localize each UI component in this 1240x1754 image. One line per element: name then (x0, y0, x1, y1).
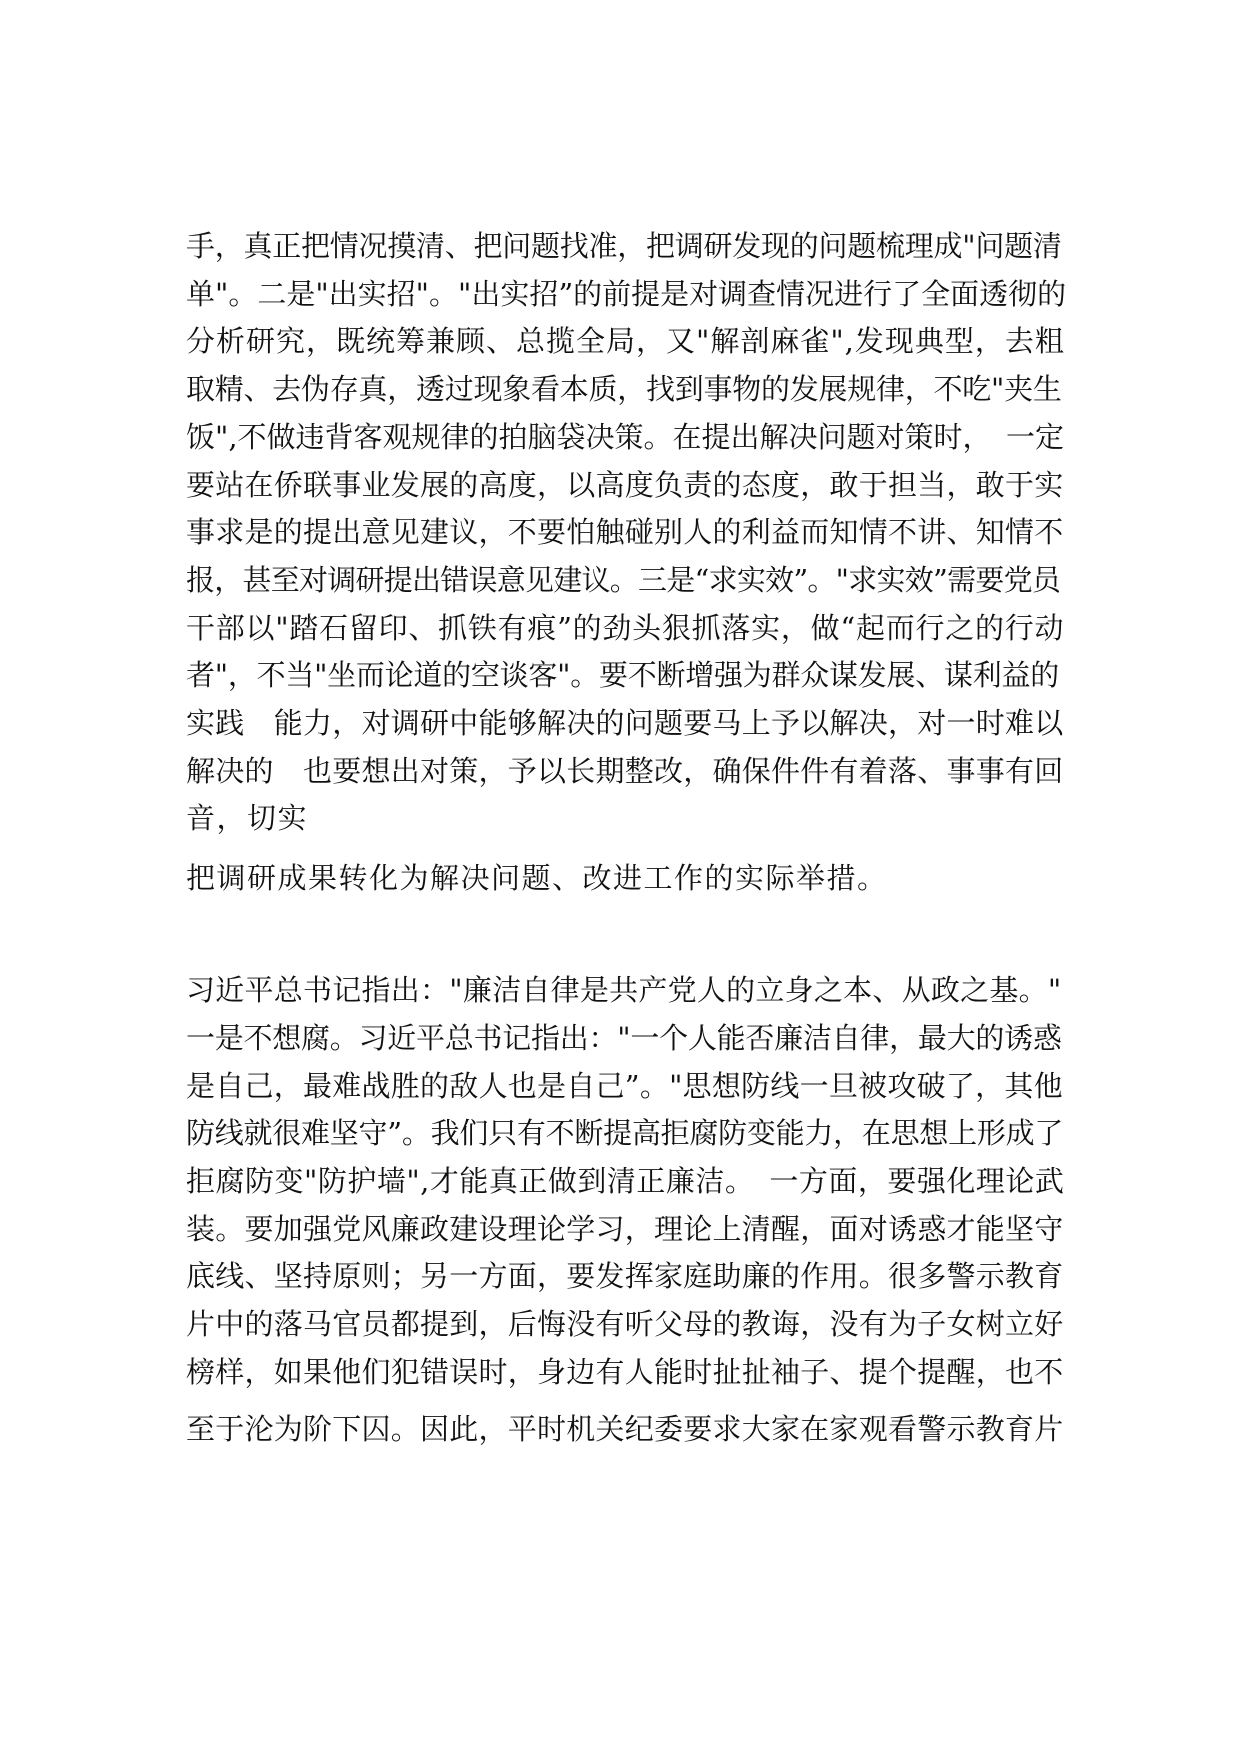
text-line: 实践 能力，对调研中能够解决的问题要马上予以解决，对一时难以 (186, 706, 1064, 740)
text-line: 一是不想腐。习近平总书记指出："一个人能否廉洁自律，最大的诱惑 (186, 1021, 1062, 1055)
text-line: 单"。二是"出实招"。"出实招”的前提是对调查情况进行了全面透彻的 (186, 277, 1067, 311)
text-line: 底线、坚持原则；另一方面，要发挥家庭助廉的作用。很多警示教育 (186, 1259, 1064, 1293)
text-line: 防线就很难坚守”。我们只有不断提高拒腐防变能力，在思想上形成了 (186, 1116, 1064, 1150)
text-line: 习近平总书记指出："廉洁自律是共产党人的立身之本、从政之基。" (186, 973, 1062, 1007)
text-line: 分析研究，既统筹兼顾、总揽全局，又"解剖麻雀",发现典型，去粗 (186, 324, 1065, 358)
text-line: 手，真正把情况摸清、把问题找准，把调研发现的问题梳理成"问题清 (186, 229, 1062, 263)
text-line: 饭",不做违背客观规律的拍脑袋决策。在提出解决问题对策时， 一定 (186, 420, 1065, 454)
text-line: 榜样，如果他们犯错误时，身边有人能时扯扯袖子、提个提醒，也不 (186, 1355, 1064, 1389)
text-line: 解决的 也要想出对策，予以长期整改，确保件件有着落、事事有回 (186, 754, 1064, 788)
text-line: 报，甚至对调研提出错误意见建议。三是“求实效”。"求实效”需要党员 (186, 563, 1061, 597)
text-line: 至于沦为阶下囚。因此，平时机关纪委要求大家在家观看警示教育片 (186, 1412, 1064, 1446)
text-line: 装。要加强党风廉政建设理论学习，理论上清醒，面对诱惑才能坚守 (186, 1212, 1064, 1246)
text-line: 要站在侨联事业发展的高度，以高度负责的态度，敢于担当，敢于实 (186, 468, 1064, 502)
text-line: 干部以"踏石留印、抓铁有痕”的劲头狠抓落实，做“起而行之的行动 (186, 611, 1065, 645)
text-line: 事求是的提出意见建议，不要怕触碰别人的利益而知情不讲、知情不 (186, 515, 1064, 549)
text-line: 拒腐防变"防护墙",才能真正做到清正廉洁。 一方面，要强化理论武 (186, 1164, 1065, 1198)
text-line: 是自己，最难战胜的敌人也是自己”。"思想防线一旦被攻破了，其他 (186, 1069, 1063, 1103)
text-line: 片中的落马官员都提到，后悔没有听父母的教诲，没有为子女树立好 (186, 1307, 1064, 1341)
text-line: 取精、去伪存真，透过现象看本质，找到事物的发展规律，不吃"夹生 (186, 372, 1062, 406)
text-line: 把调研成果转化为解决问题、改进工作的实际举措。 (186, 861, 888, 895)
text-line: 者"，不当"坐而论道的空谈客"。要不断增强为群众谋发展、谋利益的 (186, 658, 1060, 692)
text-line: 音，切实 (186, 801, 309, 835)
